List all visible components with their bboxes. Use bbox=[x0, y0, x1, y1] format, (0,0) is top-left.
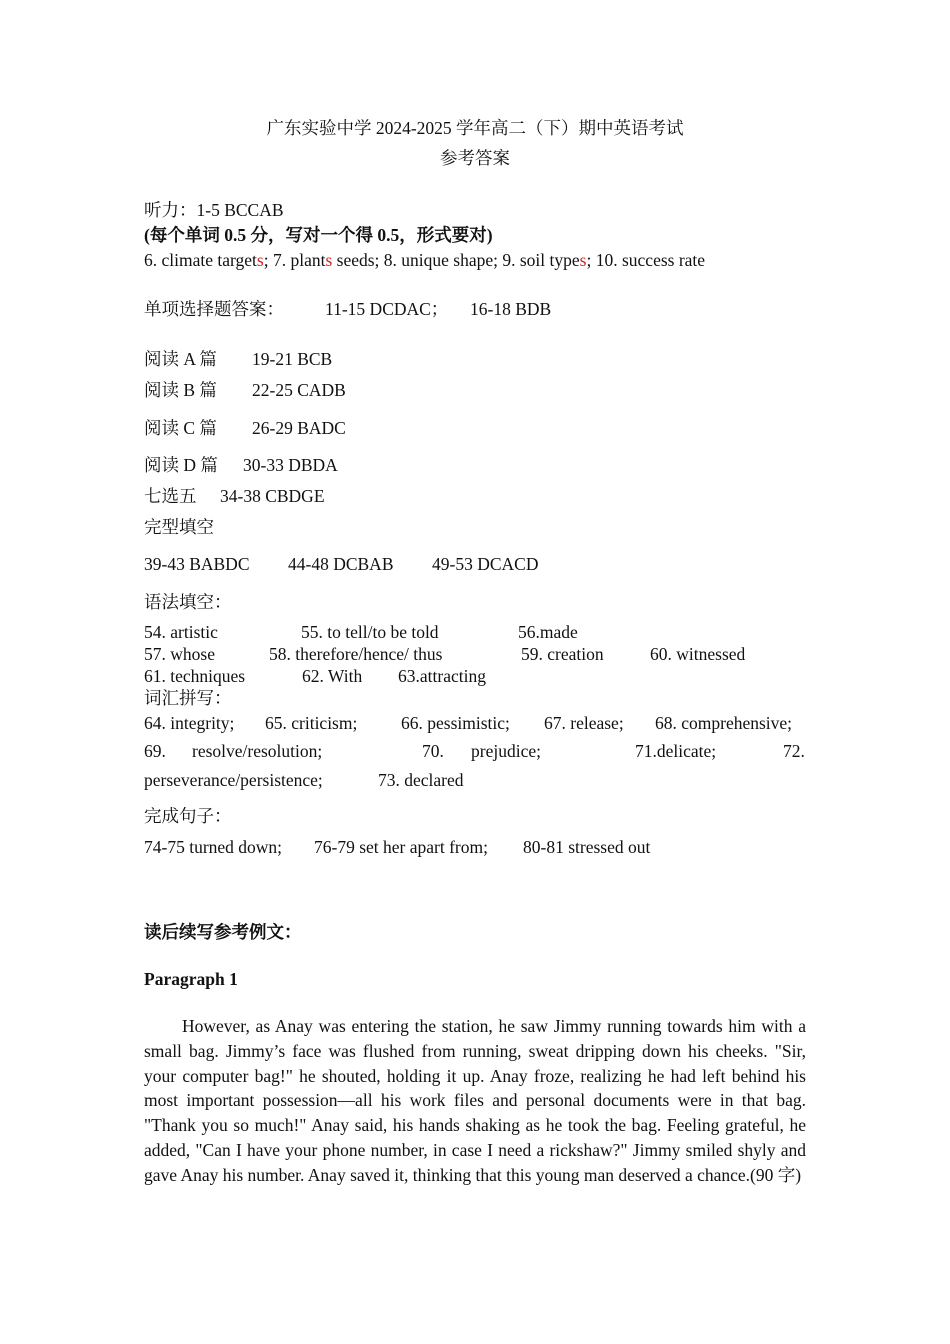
vocab-item: resolve/resolution; bbox=[192, 741, 323, 761]
vocab-item: 72. bbox=[783, 741, 805, 761]
answer-text: ; 10. success rate bbox=[586, 250, 706, 270]
vocab-item: 64. integrity; bbox=[144, 713, 235, 733]
cloze-answer-a: 39-43 BABDC bbox=[144, 554, 250, 574]
grammar-item: 54. artistic bbox=[144, 622, 218, 642]
grammar-item: 63.attracting bbox=[398, 666, 486, 686]
reading-b-answer: 22-25 CADB bbox=[252, 380, 346, 400]
single-choice-label: 单项选择题答案： bbox=[144, 299, 284, 319]
answer-text: seeds; 8. unique shape; 9. soil type bbox=[332, 250, 580, 270]
continuation-label: 读后续写参考例文： bbox=[144, 922, 302, 942]
grammar-item: 61. techniques bbox=[144, 666, 246, 686]
reading-c-label: 阅读 C 篇 bbox=[144, 418, 217, 438]
seven-five-label: 七选五 bbox=[144, 486, 197, 506]
seven-five-answer: 34-38 CBDGE bbox=[220, 486, 325, 506]
single-choice-answer-a: 11-15 DCDAC； bbox=[325, 299, 449, 319]
vocab-item: 68. comprehensive; bbox=[655, 713, 793, 733]
cloze-label: 完型填空 bbox=[144, 517, 214, 537]
vocab-item: 66. pessimistic; bbox=[401, 713, 510, 733]
paragraph-title: Paragraph 1 bbox=[144, 969, 238, 989]
cloze-answer-c: 49-53 DCACD bbox=[432, 554, 539, 574]
listening-answers bbox=[144, 250, 705, 271]
listening-line: 听力：1-5 BCCAB bbox=[144, 200, 284, 220]
single-choice-answer-b: 16-18 BDB bbox=[470, 299, 552, 319]
plural-s: s bbox=[579, 250, 587, 270]
reading-b-label: 阅读 B 篇 bbox=[144, 380, 217, 400]
listening-note: (每个单词 0.5 分，写对一个得 0.5，形式要对) bbox=[144, 225, 493, 245]
vocab-item: 71.delicate; bbox=[635, 741, 717, 761]
grammar-item: 56.made bbox=[518, 622, 578, 642]
vocab-item: prejudice; bbox=[471, 741, 541, 761]
page-title: 广东实验中学 2024-2025 学年高二（下）期中英语考试 bbox=[266, 118, 684, 138]
vocab-item: perseverance/persistence; bbox=[144, 770, 323, 790]
sentence-item: 76-79 set her apart from; bbox=[314, 837, 488, 857]
vocab-item: 70. bbox=[422, 741, 444, 761]
reading-a-answer: 19-21 BCB bbox=[252, 349, 333, 369]
grammar-item: 57. whose bbox=[144, 644, 215, 664]
answer-text: 6. climate target bbox=[144, 250, 257, 270]
grammar-item: 60. witnessed bbox=[650, 644, 746, 664]
grammar-item: 59. creation bbox=[521, 644, 604, 664]
sentence-item: 80-81 stressed out bbox=[523, 837, 651, 857]
paragraph-text: However, as Anay was entering the station, he saw Jimmy running towards him with a small bag. Jimmy’s face was flushed from running, sweat dripping down his cheeks. "Sir, your computer bag!" he shouted, holding it up. Anay froze, realizing he had left behind his most important possession—all his work files and personal documents were in that bag. "Thank you so much!" Anay said, his hands shaking as he took the bag. Feeling grateful, he added, "Can I have your phone number, in case I need a rickshaw?" Jimmy smiled shyly and gave Anay his number. Anay saved it, thinking that this young man deserved a chance.(90 字) bbox=[144, 1016, 806, 1185]
answer-text: ; 7. plant bbox=[263, 250, 326, 270]
cloze-answer-b: 44-48 DCBAB bbox=[288, 554, 394, 574]
vocab-item: 73. declared bbox=[378, 770, 464, 790]
vocab-item: 69. bbox=[144, 741, 166, 761]
grammar-label: 语法填空： bbox=[144, 592, 232, 612]
page-subtitle: 参考答案 bbox=[440, 148, 510, 168]
plural-s: s bbox=[256, 250, 264, 270]
reading-d-answer: 30-33 DBDA bbox=[243, 455, 338, 475]
sentence-item: 74-75 turned down; bbox=[144, 837, 283, 857]
reading-a-label: 阅读 A 篇 bbox=[144, 349, 217, 369]
reading-c-answer: 26-29 BADC bbox=[252, 418, 346, 438]
plural-s: s bbox=[325, 250, 333, 270]
grammar-item: 62. With bbox=[302, 666, 363, 686]
grammar-item: 58. therefore/hence/ thus bbox=[269, 644, 443, 664]
vocab-label: 词汇拼写： bbox=[144, 688, 232, 708]
grammar-item: 55. to tell/to be told bbox=[301, 622, 439, 642]
reading-d-label: 阅读 D 篇 bbox=[144, 455, 218, 475]
sentence-label: 完成句子： bbox=[144, 806, 232, 826]
vocab-item: 67. release; bbox=[544, 713, 624, 733]
vocab-item: 65. criticism; bbox=[265, 713, 358, 733]
